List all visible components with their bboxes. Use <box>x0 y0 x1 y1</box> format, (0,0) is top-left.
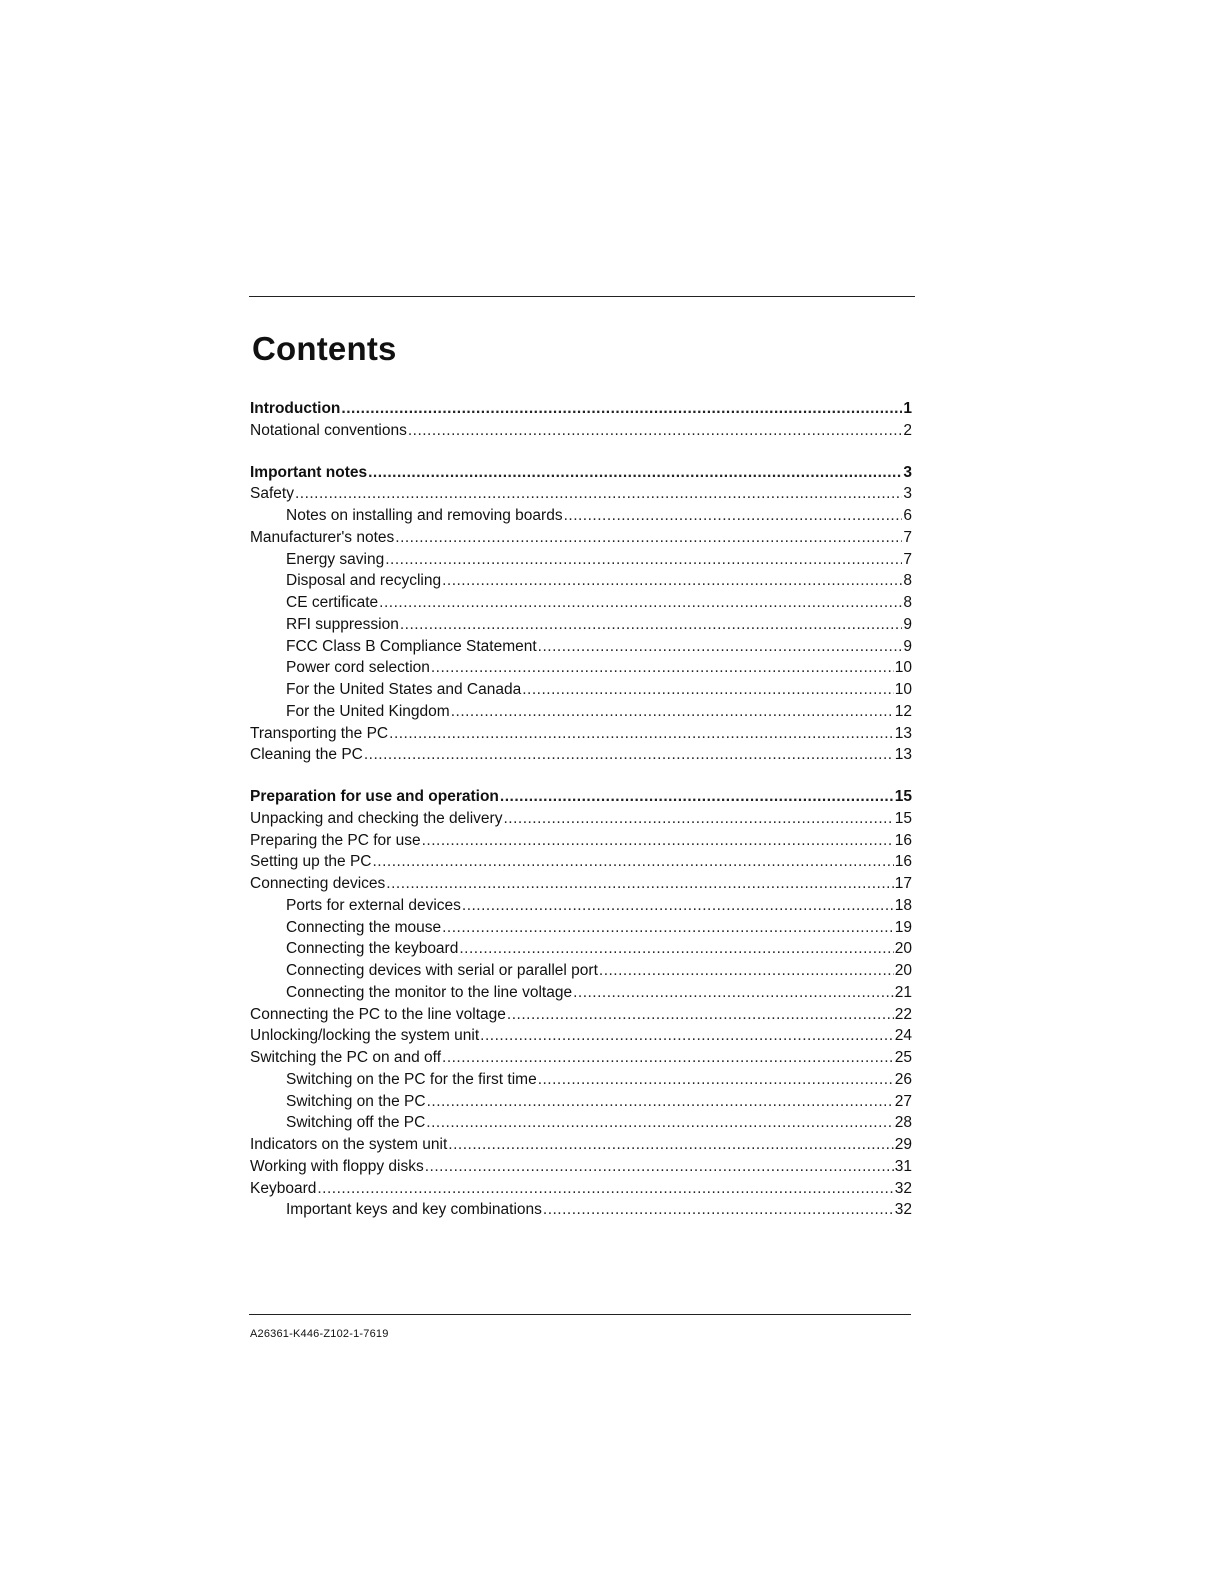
toc-entry[interactable] <box>250 549 912 571</box>
toc-page-number: 26 <box>894 1070 912 1088</box>
toc-page-number: 8 <box>903 594 912 611</box>
dot-leader <box>538 1069 894 1091</box>
dot-leader <box>564 505 903 527</box>
toc-entry[interactable] <box>250 1047 912 1069</box>
toc-page-number: 22 <box>894 1005 912 1023</box>
toc-entry-label: Connecting the mouse <box>286 918 442 936</box>
toc-page-number: 20 <box>894 962 912 979</box>
toc-entry-label: Manufacturer's notes <box>250 528 395 546</box>
toc-entry[interactable] <box>250 938 912 960</box>
toc-entry[interactable] <box>250 982 912 1004</box>
toc-entry-label: Connecting the keyboard <box>286 940 459 958</box>
toc-entry-label: FCC Class B Compliance Statement <box>286 637 537 655</box>
toc-entry[interactable] <box>250 505 912 527</box>
table-of-contents <box>250 398 912 1221</box>
toc-entry[interactable] <box>250 744 912 766</box>
toc-entry-label: Working with floppy disks <box>250 1157 424 1175</box>
dot-leader <box>385 549 902 571</box>
dot-leader <box>459 938 893 960</box>
dot-leader <box>462 895 894 917</box>
toc-entry[interactable] <box>250 960 912 982</box>
toc-entry[interactable] <box>250 1069 912 1091</box>
dot-leader <box>480 1025 894 1047</box>
toc-page-number: 10 <box>894 659 912 677</box>
toc-entry[interactable] <box>250 636 912 658</box>
toc-page-number: 16 <box>894 831 912 849</box>
toc-entry[interactable] <box>250 873 912 895</box>
dot-leader <box>448 1134 893 1156</box>
toc-entry[interactable] <box>250 701 912 723</box>
toc-entry-label: RFI suppression <box>286 615 399 633</box>
toc-chapter-entry[interactable] <box>250 462 912 484</box>
toc-entry[interactable] <box>250 1091 912 1113</box>
dot-leader <box>400 614 903 636</box>
toc-page-number: 7 <box>903 528 912 546</box>
toc-entry-label: Transporting the PC <box>250 724 389 742</box>
toc-page-number: 15 <box>894 809 912 827</box>
toc-entry[interactable] <box>250 917 912 939</box>
toc-section <box>250 786 912 1221</box>
toc-page-number: 29 <box>894 1136 912 1153</box>
toc-entry[interactable] <box>250 723 912 745</box>
toc-page-number: 10 <box>894 681 912 698</box>
toc-entry-label: Disposal and recycling <box>286 572 442 590</box>
toc-page-number: 21 <box>894 983 912 1001</box>
toc-page-number: 9 <box>903 615 912 633</box>
toc-entry-label: Notes on installing and removing boards <box>286 507 563 524</box>
toc-entry-label: Keyboard <box>250 1179 317 1197</box>
dot-leader <box>386 873 893 895</box>
toc-section <box>250 462 912 767</box>
toc-page-number: 20 <box>894 940 912 958</box>
dot-leader <box>442 570 902 592</box>
toc-entry-label: For the United States and Canada <box>286 681 522 698</box>
toc-entry[interactable] <box>250 527 912 549</box>
toc-entry[interactable] <box>250 1156 912 1178</box>
toc-entry-label: Preparation for use and operation <box>250 788 499 805</box>
dot-leader <box>389 723 894 745</box>
toc-entry-label: Preparing the PC for use <box>250 831 421 849</box>
toc-entry[interactable] <box>250 1199 912 1221</box>
dot-leader <box>500 786 894 808</box>
toc-entry-label: Connecting devices <box>250 875 386 892</box>
toc-page-number: 3 <box>903 463 912 481</box>
toc-page-number: 2 <box>903 421 912 439</box>
toc-entry-label: Switching the PC on and off <box>250 1049 442 1066</box>
toc-entry-label: Unlocking/locking the system unit <box>250 1027 480 1045</box>
toc-entry-label: Setting up the PC <box>250 853 372 871</box>
dot-leader <box>451 701 894 723</box>
dot-leader <box>507 1004 894 1026</box>
dot-leader <box>427 1091 894 1113</box>
toc-entry[interactable] <box>250 614 912 636</box>
dot-leader <box>538 636 903 658</box>
dot-leader <box>431 657 894 679</box>
toc-entry[interactable] <box>250 808 912 830</box>
dot-leader <box>503 808 893 830</box>
page-title: Contents <box>252 330 397 367</box>
dot-leader <box>373 851 894 873</box>
toc-entry-label: Connecting devices with serial or parallel port <box>286 962 598 979</box>
dot-leader <box>379 592 902 614</box>
dot-leader <box>543 1199 894 1221</box>
toc-chapter-entry[interactable] <box>250 398 912 420</box>
toc-page-number: 28 <box>894 1114 912 1132</box>
dot-leader <box>599 960 894 982</box>
toc-chapter-entry[interactable] <box>250 786 912 808</box>
toc-entry[interactable] <box>250 657 912 679</box>
toc-entry[interactable] <box>250 1025 912 1047</box>
dot-leader <box>425 1156 894 1178</box>
toc-page-number: 25 <box>894 1049 912 1066</box>
dot-leader <box>295 483 902 505</box>
bottom-rule <box>249 1314 911 1315</box>
toc-entry-label: Switching on the PC for the first time <box>286 1070 537 1088</box>
toc-entry[interactable] <box>250 1178 912 1200</box>
toc-entry-label: Indicators on the system unit <box>250 1136 448 1153</box>
dot-leader <box>408 420 903 442</box>
dot-leader <box>573 982 894 1004</box>
dot-leader <box>422 830 894 852</box>
toc-page-number: 13 <box>894 746 912 764</box>
toc-entry-label: Notational conventions <box>250 421 407 439</box>
toc-section <box>250 398 912 442</box>
toc-entry-label: Connecting the PC to the line voltage <box>250 1005 506 1023</box>
top-rule <box>249 296 915 297</box>
toc-entry-label: Power cord selection <box>286 659 430 677</box>
dot-leader <box>368 462 902 484</box>
toc-entry-label: CE certificate <box>286 594 379 611</box>
toc-page-number: 8 <box>903 572 912 590</box>
toc-entry-label: Important notes <box>250 463 368 481</box>
toc-page-number: 3 <box>903 485 912 503</box>
toc-page-number: 16 <box>894 853 912 871</box>
dot-leader <box>442 917 894 939</box>
toc-page-number: 12 <box>894 702 912 720</box>
toc-page-number: 13 <box>894 724 912 742</box>
toc-entry-label: Unpacking and checking the delivery <box>250 809 503 827</box>
toc-page-number: 9 <box>903 637 912 655</box>
toc-entry-label: Cleaning the PC <box>250 746 363 764</box>
dot-leader <box>522 679 894 701</box>
dot-leader <box>442 1047 894 1069</box>
dot-leader <box>341 398 902 420</box>
toc-page-number: 32 <box>894 1201 912 1219</box>
toc-entry[interactable] <box>250 679 912 701</box>
toc-page-number: 7 <box>903 550 912 568</box>
toc-entry-label: Important keys and key combinations <box>286 1201 542 1219</box>
toc-page-number: 15 <box>894 788 912 805</box>
dot-leader <box>426 1112 893 1134</box>
dot-leader <box>364 744 894 766</box>
toc-entry[interactable] <box>250 895 912 917</box>
toc-entry-label: Safety <box>250 485 294 503</box>
toc-entry-label: Ports for external devices <box>286 896 461 914</box>
toc-entry[interactable] <box>250 420 912 442</box>
dot-leader <box>317 1178 893 1200</box>
toc-entry-label: Switching off the PC <box>286 1114 426 1132</box>
toc-page-number: 17 <box>894 875 912 892</box>
toc-entry[interactable] <box>250 570 912 592</box>
toc-entry-label: For the United Kingdom <box>286 702 450 720</box>
toc-page-number: 1 <box>903 400 912 417</box>
toc-entry[interactable] <box>250 483 912 505</box>
toc-page-number: 24 <box>894 1027 912 1045</box>
toc-entry[interactable] <box>250 851 912 873</box>
dot-leader <box>395 527 902 549</box>
toc-entry-label: Energy saving <box>286 550 385 568</box>
toc-page-number: 19 <box>894 918 912 936</box>
toc-page-number: 18 <box>894 896 912 914</box>
toc-entry[interactable] <box>250 830 912 852</box>
toc-entry-label: Switching on the PC <box>286 1092 426 1110</box>
toc-entry[interactable] <box>250 1112 912 1134</box>
toc-entry-label: Introduction <box>250 400 341 417</box>
toc-page-number: 31 <box>894 1157 912 1175</box>
toc-page-number: 27 <box>894 1092 912 1110</box>
toc-entry[interactable] <box>250 592 912 614</box>
toc-page-number: 32 <box>894 1179 912 1197</box>
toc-entry-label: Connecting the monitor to the line voltage <box>286 983 573 1001</box>
toc-entry[interactable] <box>250 1004 912 1026</box>
toc-entry[interactable] <box>250 1134 912 1156</box>
document-code: A26361-K446-Z102-1-7619 <box>250 1328 389 1340</box>
toc-page-number: 6 <box>903 507 912 524</box>
